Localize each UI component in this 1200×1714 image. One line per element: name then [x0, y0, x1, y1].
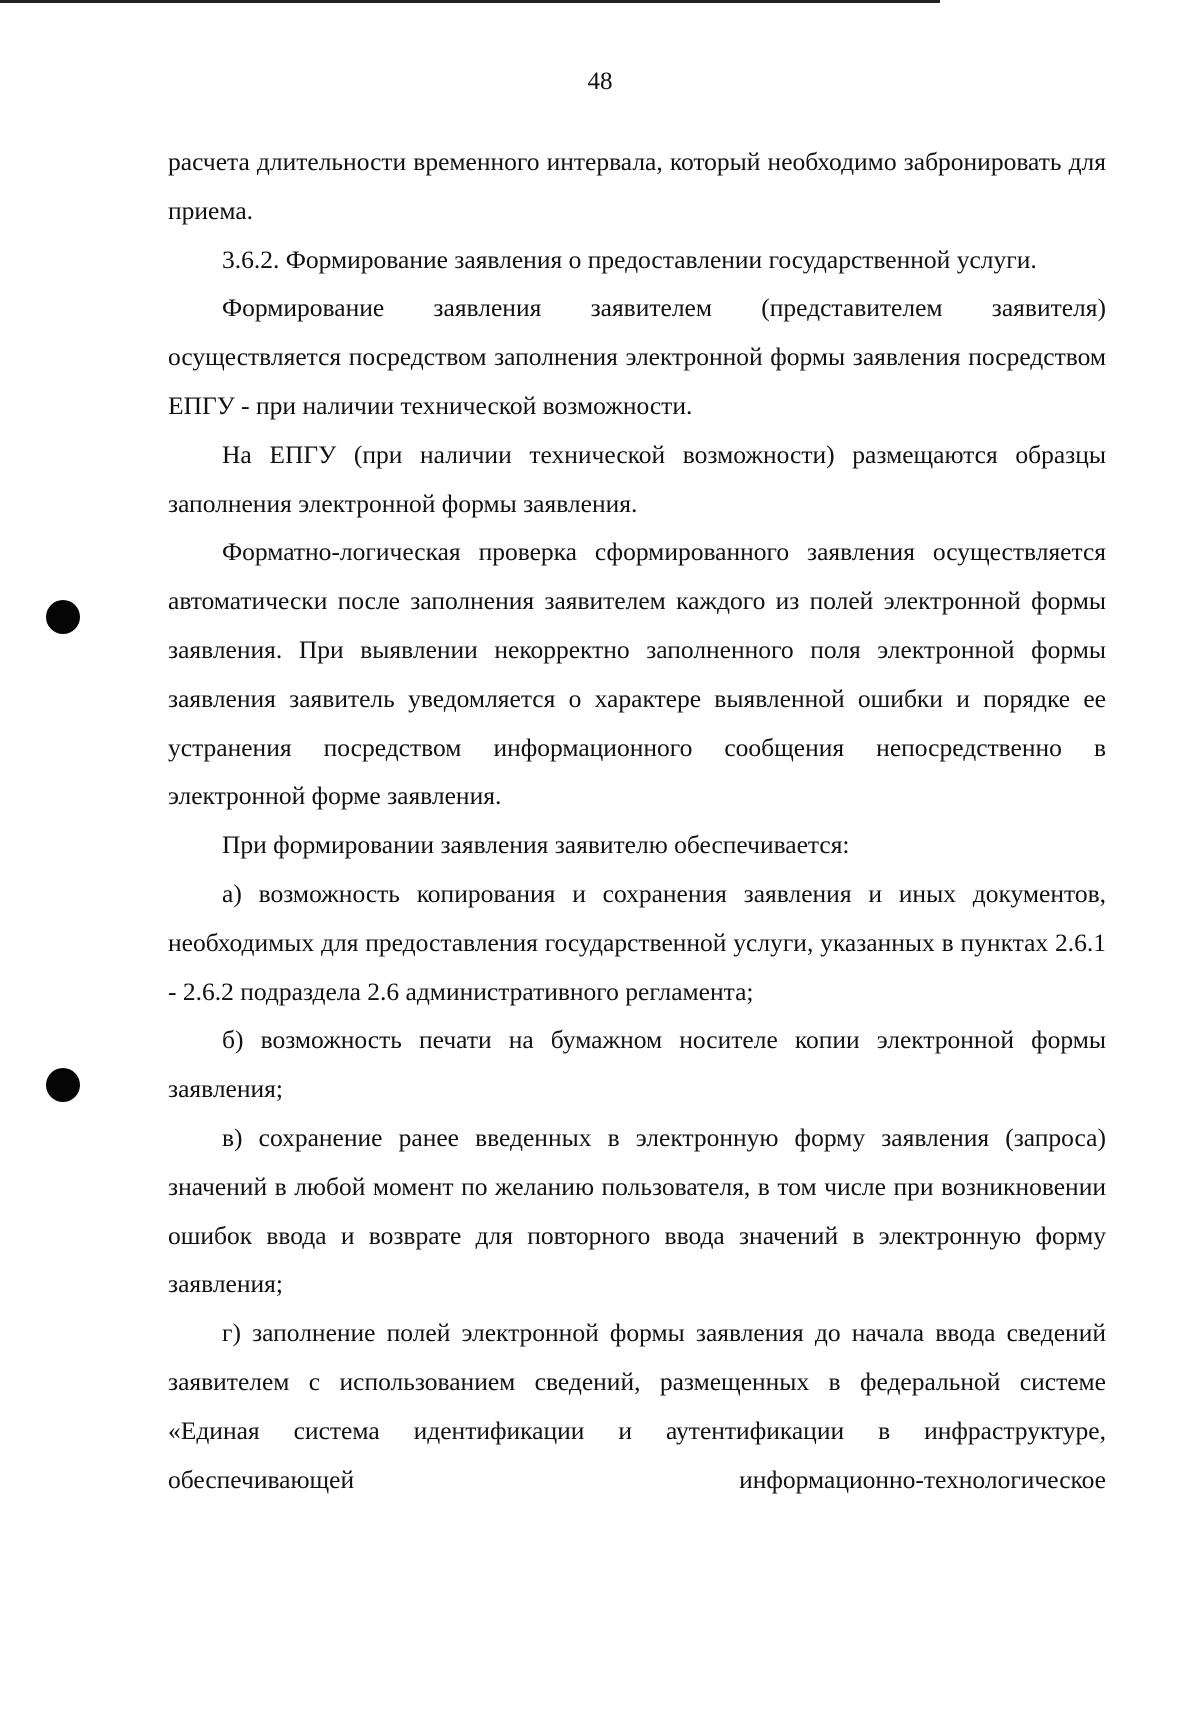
list-item: г) заполнение полей электронной формы заявления до начала ввода сведений заявителем с использованием сведений, размещенных в федеральной системе «Единая система идентификации и аутентификации в инфраструктуре, обеспечивающей информационно-технологическое	[168, 1318, 1106, 1494]
document-body	[168, 138, 1106, 1504]
paragraph: Формирование заявления заявителем (представителем заявителя) осуществляется посредством заполнения электронной формы заявления посредством ЕПГУ - при наличии технической возможности.	[168, 293, 1106, 420]
list-item: б) возможность печати на бумажном носителе копии электронной формы заявления;	[168, 1025, 1106, 1104]
paragraph-continuation: расчета длительности временного интервала, который необходимо забронировать для приема.	[168, 147, 1106, 225]
page-number: 48	[587, 68, 613, 95]
paragraph-section-heading: 3.6.2. Формирование заявления о предоставлении государственной услуги.	[222, 244, 1037, 274]
punch-hole-mark	[46, 600, 80, 634]
list-item: а) возможность копирования и сохранения заявления и иных документов, необходимых для предоставления государственной услуги, указанных в пунктах 2.6.1 - 2.6.2 подраздела 2.6 административного регламента;	[168, 878, 1106, 1006]
paragraph: На ЕПГУ (при наличии технической возможности) размещаются образцы заполнения электронной формы заявления.	[168, 439, 1106, 518]
punch-hole-mark	[46, 1068, 80, 1102]
scan-top-edge	[0, 0, 940, 3]
paragraph: Форматно-логическая проверка сформированного заявления осуществляется автоматически после заполнения заявителем каждого из полей электронной формы заявления. При выявлении некорректно заполненного поля электронной формы заявления заявитель уведомляется о характере выявленной ошибки и порядке ее устранения посредством информационного сообщения непосредственно в электронной форме заявления.	[168, 537, 1106, 811]
list-item: в) сохранение ранее введенных в электронную форму заявления (запроса) значений в любой момент по желанию пользователя, в том числе при возникновении ошибок ввода и возврате для повторного ввода значений в электронную форму заявления;	[168, 1122, 1106, 1299]
paragraph: При формировании заявления заявителю обеспечивается:	[222, 830, 850, 860]
